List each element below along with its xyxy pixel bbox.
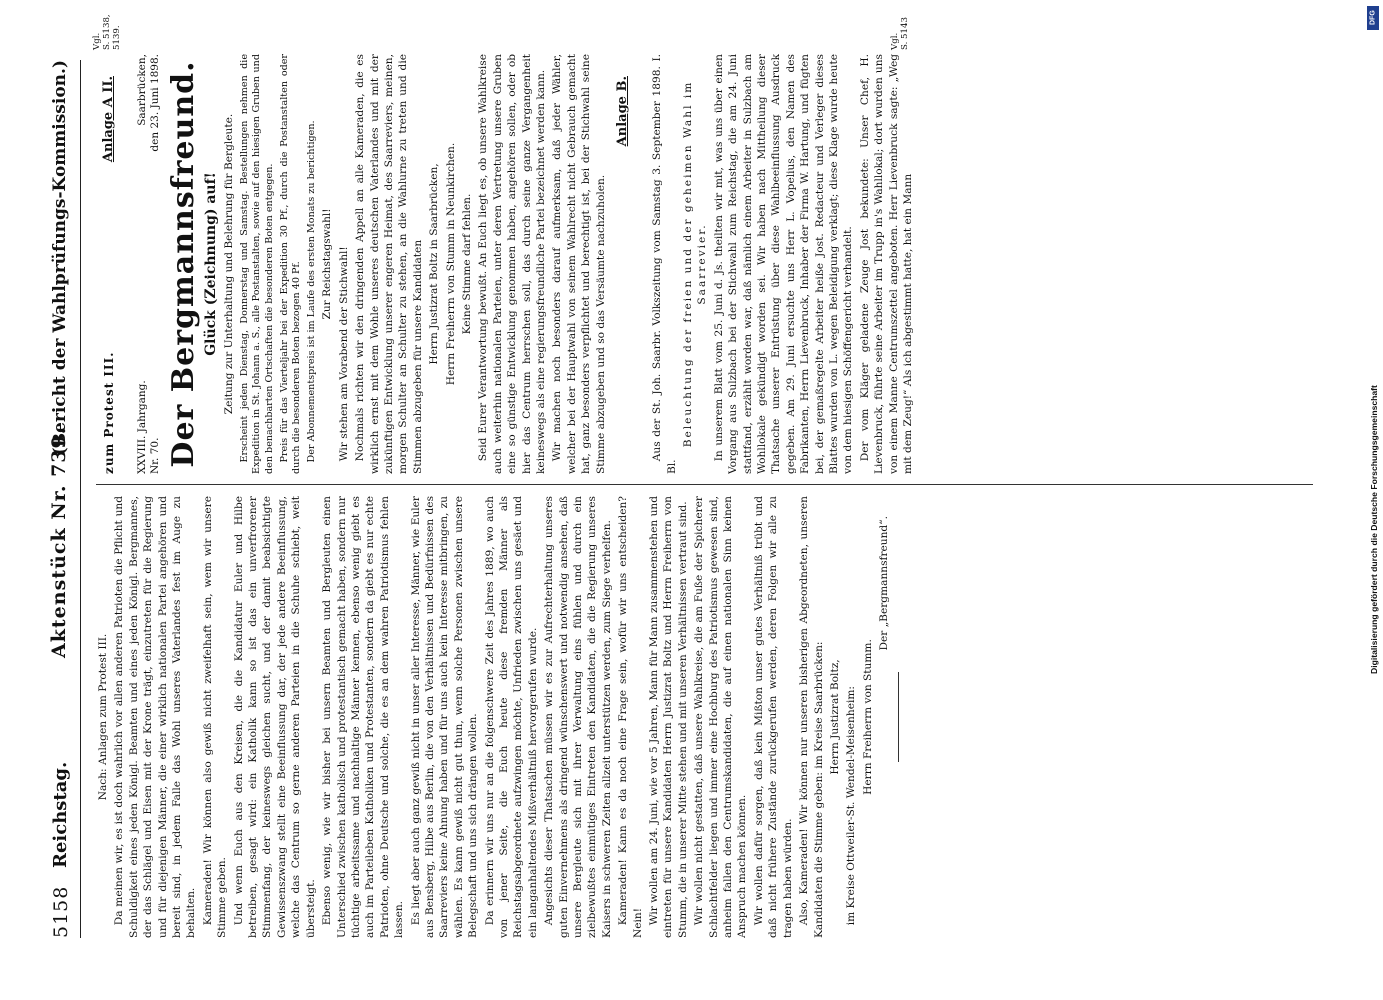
paragraph: Da meinen wir, es ist doch wahrlich vor allen anderen Patrioten die Pflicht und Schuldigkeit eines jeden Königl. Beamten und eines jeden Königl. Bergmannes, der das Schlägel und Eisen mit der Krone trägt, einzutreten für die Regierung und für diejenigen Männer, die einer wirklich nationalen Partei angehören und bereit sind, in jedem Falle das Wohl unseres Vaterlandes fest im Auge zu behalten.: [113, 496, 198, 938]
digitization-credit: Digitalisierung gefördert durch die Deutsche Forschungsgemeinschaft: [1369, 385, 1379, 674]
volume-number: XXVIII. Jahrgang. Nr. 70.: [136, 380, 161, 474]
candidate-line: Herrn Freiherrn von Stumm.: [861, 639, 874, 795]
report-title: (Bericht der Wahlprüfungs-Kommission.): [50, 60, 70, 456]
paragraph: Wir wollen dafür sorgen, daß kein Mißton unser gutes Verhältniß trübt und daß nicht frühere Zustände zurückgerufen werden, deren Folgen wir alle zu tragen haben würden.: [752, 496, 794, 938]
page-number: 5158: [50, 885, 72, 938]
anlage-a-label: Anlage A II.: [101, 76, 116, 163]
left-column: [96, 496, 1313, 938]
paragraph: Seid Eurer Verantwortung bewußt. An Euch liegt es, ob unsere Wahlkreise auch weiterhin nationalen Parteien, unter deren Vertretung unsere Gruben eine so günstige Entwicklung genommen haben, angehören sollen, oder ob hier das Centrum herrschen soll, das durch seine ganze Vergangenheit keineswegs als eine regierungsfreundliche Partei bezeichnet werden kann.: [477, 54, 548, 474]
running-title: Reichstag.: [50, 761, 71, 868]
paragraph: Also, Kameraden! Wir können nur unseren bisherigen Abgeordneten, unseren Kandidaten die Stimme geben: im Kreise Saarbrücken:: [798, 496, 825, 938]
paragraph: Wir stehen am Vorabend der Stichwahl!: [337, 246, 350, 462]
newspaper-masthead: Der Bergmannsfreund.: [166, 60, 201, 468]
notice: Der Abonnementspreis ist im Laufe des ersten Monats zu berichtigen.: [305, 120, 317, 463]
masthead-subtitle: Glück (Zeichnung) auf!: [203, 172, 219, 356]
paragraph: Und wenn Euch aus den Kreisen, die die Kandidatur Euler und Hilbe betreiben, gesagt wird: ein Katholik kann so ist das ein unverfrorener Stimmenfang, der keineswegs gleichen sucht, und der damit beabsichtigte Gewissenszwang stellt eine Beeinflussung dar, der jede andere Beeinflussung, welche das Centrum so gerne anderen Parteien in die Schuhe schiebt, weit übersteigt.: [232, 496, 317, 938]
dfg-logo: DFG: [1367, 6, 1379, 30]
paragraph: Der vom Kläger geladene Zeuge Jost bekundete: Unser Chef, H. Lievenbruck, führte seine Arbeiter im Trupp in's Wahllokal; dort wurden uns von einem Manne Centrumszettel angeboten. Herr Lievenbruck sagte: „Weg mit dem Zeug!“ Als ich abgestimmt hatte, hat ein Mann: [858, 54, 914, 474]
paragraph: Kameraden! Kann es da noch eine Frage sein, wofür wir uns entscheiden? Nein!: [617, 496, 644, 938]
candidate-line: Herrn Justizrat Boltz in Saarbrücken,: [428, 163, 441, 365]
paragraph: Da erinnern wir uns nur an die folgenschwere Zeit des Jahres 1889, wo auch von jener Seite, die Euch heute diese fremden Männer als Reichstagsabgeordnete aufzwingen möchte, Unfrieden zwischen uns gesäet und ein langanhaltendes Mißverhältniß hervorgerufen wurde.: [483, 496, 539, 938]
anlage-a-heading: [96, 54, 136, 474]
paragraph: Wir wollen nicht gestatten, daß unsere Wahlkreise, die am Fuße der Spicherer Schlachtfelder liegen und immer eine Hochburg des Patriotismus gewesen sind, anheim fallen den Centrumskandidaten, die auf einen nationalen Sinn keinen Anspruch machen können.: [693, 496, 749, 938]
page-header: [46, 60, 81, 938]
right-column: [96, 54, 1313, 474]
section-title: Zur Reichstagswahl!: [321, 208, 334, 320]
newspaper-meta: [136, 54, 162, 474]
notice: Preis für das Vierteljahr bei der Expedition 30 Pf., durch die Postanstalten oder durch die besonderen Boten bezogen 40 Pf.: [278, 54, 303, 474]
anlage-b-label: Anlage B.: [615, 76, 631, 147]
notice: Erscheint jeden Dienstag, Donnerstag und Samstag. Bestellungen nehmen die Expedition in St. Johann a. S., alle Postanstalten, sowie auf den hiesigen Gruben und den benachbarten Ortschaften die besonderen Boten entgegen.: [238, 54, 275, 474]
anlage-b-heading: [610, 54, 650, 474]
section-title: Beleuchtung der freien und der geheimen Wahl im Saarrevier.: [681, 80, 709, 448]
document-number: Aktenstück Nr. 739.: [48, 426, 70, 658]
paragraph: Nochmals richten wir den dringenden Appell an alle Kameraden, die es wirklich ernst mit dem Wohle unseres deutschen Vaterlandes und mit der zukünftigen Entwicklung unserer engeren Heimat, des Saarreviers, meinen, morgen Schulter an Schulter zu stehen, an die Wahlurne zu treten und die Stimmen abzugeben für unsere Kandidaten: [354, 54, 424, 474]
column-divider: [96, 484, 1313, 485]
candidate-line: Herrn Freiherrn von Stumm in Neunkirchen.: [444, 142, 457, 386]
paragraph: Kameraden! Wir können also gewiß nicht zweifelhaft sein, wem wir unsere Stimme geben.: [201, 496, 229, 938]
paragraph: Wir machen noch besonders darauf aufmerksam, daß jeder Wähler, welcher bei der Hauptwahl von seinem Wahlrecht nicht Gebrauch gemacht hat, ganz besonders verpflichtet und berechtigt ist, bei der Stichwahl seine Stimme abzugeben und so das Versäumte nachzuholen.: [551, 54, 607, 474]
source-line: Aus der St. Joh. Saarbr. Volkszeitung vom Samstag 3. September 1898. I. Bl.: [651, 54, 678, 474]
intro-line: Nach: Anlagen zum Protest III.: [97, 633, 109, 801]
paragraph: Es liegt aber auch ganz gewiß nicht in unser aller Interesse, Männer, wie Euler aus Bensberg, Hilbe aus Berlin, die von den Verhältnissen und Bedürfnissen des Saarreviers keine Ahnung haben und für uns auch kein Interesse mitbringen, zu wählen. Es kann gewiß nicht gut thun, wenn solche Personen zwischen unsere Belegschaft und uns sich drängen wollen.: [409, 496, 480, 938]
margin-reference: Vgl. S. 5143: [890, 17, 910, 50]
tagline: Zeitung zur Unterhaltung und Belehrung für Bergleute.: [223, 113, 236, 415]
paragraph: Wir wollen am 24. Juni, wie vor 5 Jahren, Mann für Mann zusammenstehen und eintreten für unsere Kandidaten Herrn Justizrat Boltz und Herrn Freiherrn von Stumm, die in unserer Mitte stehen und mit unseren Verhältnissen vertraut sind.: [648, 496, 689, 938]
candidate-line: Keine Stimme darf fehlen.: [461, 193, 474, 335]
signature: Der „Bergmannsfreund“.: [878, 516, 891, 651]
protest-label: zum Protest III.: [102, 351, 116, 474]
place-date: Saarbrücken, den 23. Juni 1898.: [136, 54, 161, 152]
paragraph: In unserem Blatt vom 25. Juni d. Js. theilten wir mit, was uns über einen Vorgang aus Sulzbach bei der Stichwahl zum Reichstag, die am 24. Juni stattfand, erzählt worden war, daß nämlich einem Arbeiter in Sulzbach am Wohllokale gekündigt worden sei. Wir haben nach Mittheilung dieser Thatsache unserer Entrüstung über diese Wahlbeeinflussung Ausdruck gegeben. Am 29. Juni ersuchte uns Herr L. Vopelius, den Namen des Fabrikanten, Herrn Lievenbruck, Inhaber der Firma W. Hartung, und fügten bei, der gemaßregelte Arbeiter heiße Jost. Redacteur und Verleger dieses Blattes wurden von L. wegen Beleidigung verklagt; diese Klage wurde heute von dem hiesigen Schöffengericht verhandelt.: [712, 54, 855, 474]
separator: [898, 672, 899, 762]
candidate-line: Herrn Justizrat Boltz,: [828, 659, 841, 775]
margin-reference: Vgl. S. 5138, 5139.: [92, 14, 122, 50]
paragraph: Ebenso wenig, wie wir bisher bei unsern Beamten und Bergleuten einen Unterschied zwischen katholisch und protestantisch gemacht haben, sondern nur tüchtige arbeitssame und nachhaltige Männer kennen, ebenso wenig giebt es auch im Parteileben Katholiken und Protestanten, sondern da giebt es nur echte Patrioten, ohne Deutsche und solche, die es an dem wahren Patriotismus fehlen lassen.: [321, 496, 406, 938]
candidate-line: im Kreise Ottweiler-St. Wendel-Meisenheim:: [845, 686, 858, 926]
paragraph: Angesichts dieser Thatsachen müssen wir es zur Aufrechterhaltung unseres guten Einvernehmens als dringend wünschenswert und notwendig ansehen, daß unsere Bergleute sich mit ihrer Verwaltung eins fühlen und durch ein zielbewußtes einmütiges Eintreten den Kandidaten, die die Regierung unseres Kaisers in schweren Zeiten allzeit unterstützen werden, zum Siege verhelfen.: [543, 496, 613, 938]
